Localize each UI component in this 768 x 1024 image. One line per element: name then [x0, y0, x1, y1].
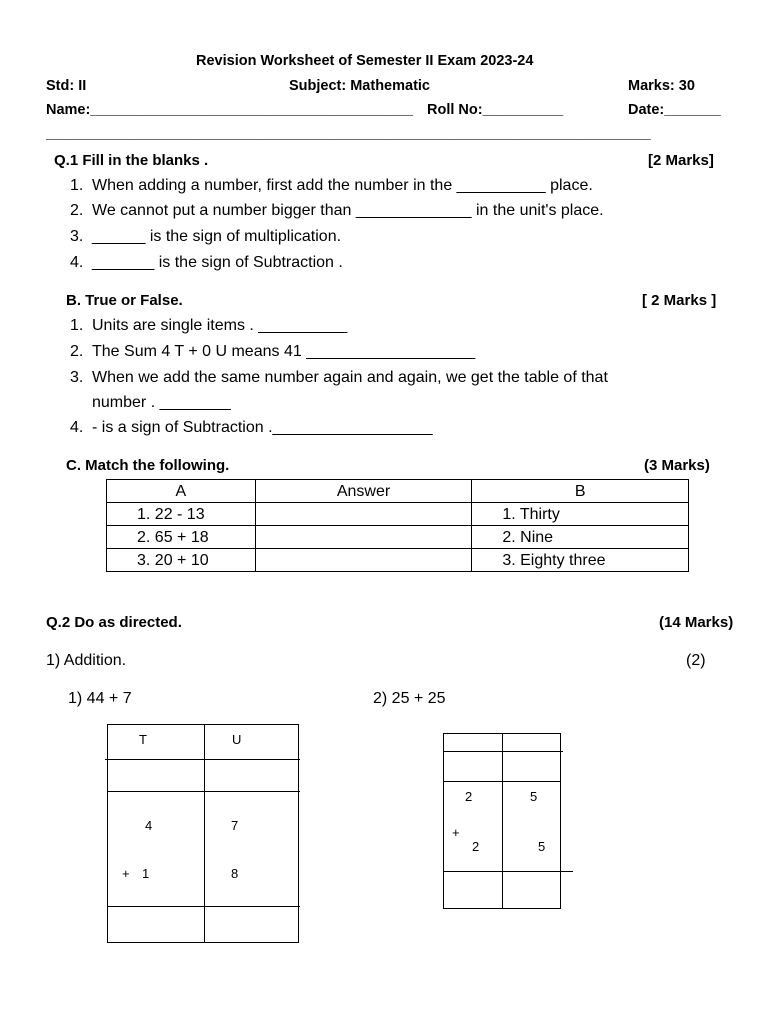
match-cell-answer[interactable] — [255, 526, 472, 549]
qb-item-num: 4. — [70, 419, 84, 436]
q1-item-num: 4. — [70, 254, 84, 271]
digit-cell: 4 — [145, 818, 153, 833]
marks-label: Marks: 30 — [628, 78, 695, 94]
match-cell-b: 3. Eighty three — [472, 549, 689, 572]
problem-2-divider — [502, 733, 503, 909]
digit-cell: 5 — [530, 789, 538, 804]
match-cell-a: 2. 65 + 18 — [107, 526, 256, 549]
worksheet-title: Revision Worksheet of Semester II Exam 2023-24 — [196, 53, 534, 69]
match-cell-a: 1. 22 - 13 — [107, 503, 256, 526]
match-table — [106, 479, 689, 572]
table-row — [107, 526, 689, 549]
addition-subtitle: 1) Addition. — [46, 652, 127, 669]
table-row — [107, 503, 689, 526]
std-label: Std: II — [46, 78, 87, 94]
problem-1-label: 1) 44 + 7 — [68, 690, 132, 707]
match-cell-b: 2. Nine — [472, 526, 689, 549]
header-rule: ___________________________________________________________________________ — [46, 126, 651, 142]
qc-title: C. Match the following. — [66, 457, 230, 474]
plus-sign: + — [452, 825, 460, 840]
qb-item-text: - is a sign of Subtraction .__________________ — [92, 419, 433, 436]
q1-item-text: We cannot put a number bigger than _____________ in the unit's place. — [92, 202, 604, 219]
q1-item-num: 2. — [70, 202, 84, 219]
units-header: U — [232, 732, 242, 747]
problem-2-rule — [443, 871, 573, 872]
match-header-b: B — [472, 480, 689, 503]
qb-item-text: number . ________ — [92, 394, 231, 411]
problem-1-box — [107, 724, 299, 943]
problem-2-rule — [443, 781, 561, 782]
q2-marks: (14 Marks) — [659, 614, 734, 631]
tens-header: T — [139, 732, 147, 747]
problem-2-rule — [443, 751, 563, 752]
name-field: Name:________________________________________ — [46, 102, 413, 118]
q1-marks: [2 Marks] — [648, 152, 714, 169]
addition-marks: (2) — [686, 652, 706, 669]
digit-cell: 1 — [142, 866, 150, 881]
match-header-answer: Answer — [255, 480, 472, 503]
digit-cell: 8 — [231, 866, 239, 881]
problem-1-rule — [107, 791, 300, 792]
digit-cell: 2 — [465, 789, 473, 804]
problem-1-divider — [204, 724, 205, 943]
problem-1-rule — [107, 906, 300, 907]
subject-label: Subject: Mathematic — [289, 78, 430, 94]
q1-item-num: 3. — [70, 228, 84, 245]
q1-item-text: When adding a number, first add the number in the __________ place. — [92, 177, 593, 194]
problem-1-rule — [105, 759, 300, 760]
q1-item-num: 1. — [70, 177, 84, 194]
qb-item-num: 1. — [70, 317, 84, 334]
qb-title: B. True or False. — [66, 292, 183, 309]
qb-item-text: Units are single items . __________ — [92, 317, 348, 334]
problem-2-label: 2) 25 + 25 — [373, 690, 446, 707]
qb-item-num: 3. — [70, 369, 84, 386]
qb-item-text: The Sum 4 T + 0 U means 41 ___________________ — [92, 343, 476, 360]
table-row — [107, 549, 689, 572]
q1-item-text: ______ is the sign of multiplication. — [92, 228, 342, 245]
match-header-a: A — [107, 480, 256, 503]
plus-sign: + — [122, 866, 130, 881]
match-cell-b: 1. Thirty — [472, 503, 689, 526]
qb-marks: [ 2 Marks ] — [642, 292, 717, 309]
qb-item-text: When we add the same number again and again, we get the table of that — [92, 369, 608, 386]
q1-item-text: _______ is the sign of Subtraction . — [92, 254, 343, 271]
date-field: Date:_______ — [628, 102, 721, 118]
digit-cell: 2 — [472, 839, 480, 854]
qc-marks: (3 Marks) — [644, 457, 710, 474]
match-cell-answer[interactable] — [255, 503, 472, 526]
match-cell-answer[interactable] — [255, 549, 472, 572]
match-header-row — [107, 480, 689, 503]
q1-title: Q.1 Fill in the blanks . — [54, 152, 209, 169]
match-cell-a: 3. 20 + 10 — [107, 549, 256, 572]
roll-field: Roll No:__________ — [427, 102, 564, 118]
q2-title: Q.2 Do as directed. — [46, 614, 182, 631]
digit-cell: 5 — [538, 839, 546, 854]
qb-item-num: 2. — [70, 343, 84, 360]
digit-cell: 7 — [231, 818, 239, 833]
